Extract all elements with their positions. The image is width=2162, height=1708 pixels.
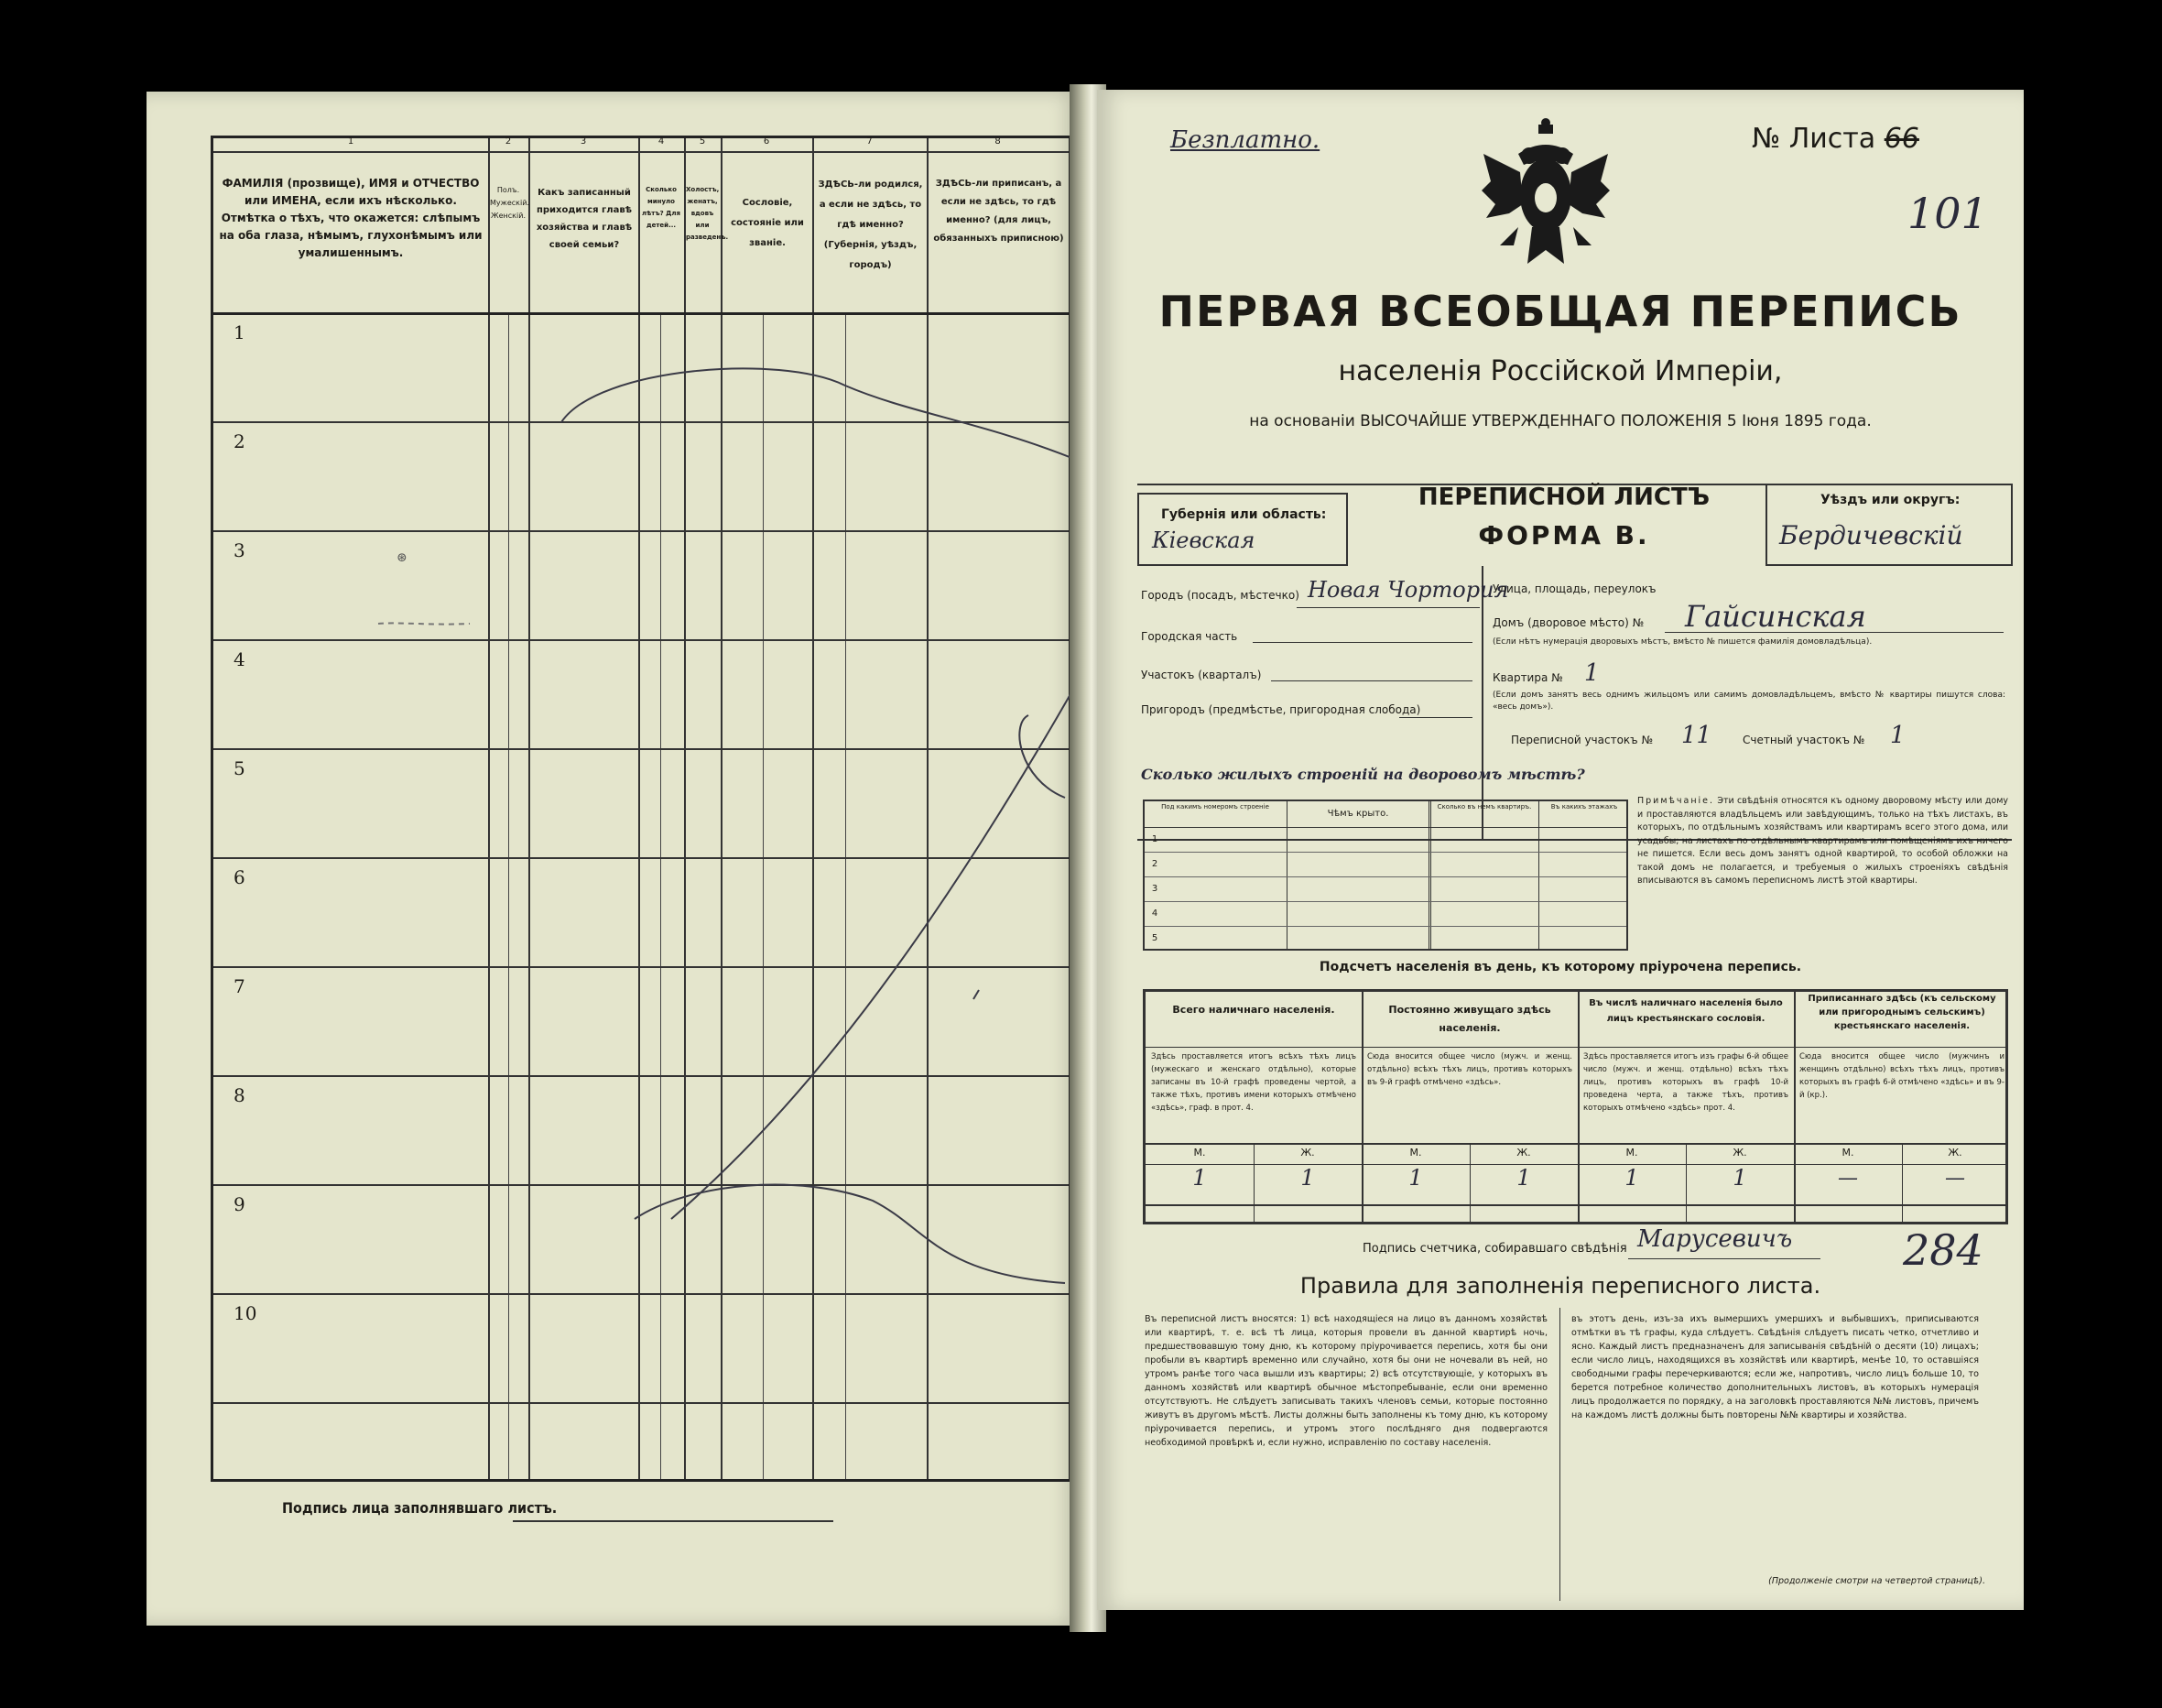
- apartment-label: Квартира №: [1493, 671, 1563, 684]
- document-title: ПЕРВАЯ ВСЕОБЩАЯ ПЕРЕПИСЬ: [1158, 287, 1962, 336]
- street-value: Гайсинская: [1685, 599, 1866, 634]
- gender-label: Ж.: [1733, 1147, 1747, 1159]
- row-number: 2: [234, 430, 245, 452]
- signature-line: [513, 1520, 833, 1522]
- legal-basis: на основаніи ВЫСОЧАЙШЕ УТВЕРЖДЕННАГО ПОЛОЖЕНІЯ 5 Іюня 1895 года.: [1249, 412, 1872, 430]
- count-value: 1: [1624, 1165, 1639, 1191]
- imperial-eagle-emblem: [1482, 117, 1610, 273]
- header-sex: Полъ. Мужескій. Женскій.: [490, 186, 529, 220]
- count-description: Здѣсь проставляется итогъ всѣхъ тѣхъ лицъ (мужескаго и женскаго отдѣльно), которые записаны въ 10-й графѣ проведены чертой, а также тѣхъ, противъ имени которыхъ отмѣчено «здѣсь», граф. в прот. 4.: [1151, 1052, 1356, 1113]
- count-value: 1: [1300, 1165, 1315, 1191]
- crossout-strokes: [213, 138, 1074, 1485]
- gender-label: Ж.: [1948, 1147, 1962, 1159]
- house-label: Домъ (дворовое мѣсто) №: [1493, 616, 1645, 629]
- handwritten-number: 284: [1903, 1225, 1983, 1275]
- count-description: Сюда вносится общее число (мужчинъ и женщинъ отдѣльно) всѣхъ тѣхъ лицъ, противъ которыхъ въ графѣ 6-й отмѣчено «здѣсь» и въ 9-й (кр.).: [1799, 1052, 2004, 1100]
- district-label: Уѣздъ или округъ:: [1820, 493, 1961, 507]
- form-title: ПЕРЕПИСНОЙ ЛИСТЪ: [1418, 484, 1711, 511]
- gender-label: М.: [1409, 1147, 1422, 1159]
- form-subtitle: ФОРМА В.: [1478, 520, 1650, 550]
- count-description: Сюда вносится общее число (мужч. и женщ. отдѣльно) всѣхъ тѣхъ лицъ, противъ которыхъ въ 9-й графѣ отмѣчено «здѣсь».: [1367, 1052, 1572, 1087]
- count-value: 1: [1408, 1165, 1423, 1191]
- row-number: 4: [234, 648, 245, 670]
- population-count-table: [1143, 989, 2008, 1224]
- town-value: Новая Чортория: [1308, 577, 1509, 603]
- right-page: [1097, 90, 2024, 1610]
- row-number: 6: [234, 866, 245, 888]
- rules-footnote: (Продолженіе смотри на четвертой страницѣ).: [1768, 1576, 1985, 1586]
- census-district-value: 11: [1681, 722, 1712, 749]
- row-number: 10: [234, 1302, 257, 1324]
- gender-label: Ж.: [1300, 1147, 1315, 1159]
- free-label: Безплатно.: [1170, 126, 1320, 154]
- count-value: —: [1838, 1167, 1858, 1190]
- count-description: Здѣсь проставляется итогъ изъ графы 6-й общее число (мужч. и женщ. отдѣльно) всѣхъ тѣхъ лицъ, противъ которыхъ въ графѣ 10-й проведена черта, а также тѣхъ, противъ которыхъ отмѣчено «здѣсь» прот. 4.: [1583, 1052, 1788, 1113]
- town-part-label: Городская часть: [1141, 630, 1238, 643]
- rules-title: Правила для заполненія переписного листа.: [1299, 1273, 1821, 1299]
- rules-column-1: Въ переписной листъ вносятся: 1) всѣ находящіеся на лицо въ данномъ хозяйствѣ или квартирѣ, т. е. всѣ тѣ лица, которыя провели въ данной квартирѣ ночь, предшествовавшую тому дню, къ которому пріурочивается перепись, хотя бы они пробыли въ квартирѣ временно или случайно, хотя бы они не ночевали въ ней, но утромъ ранѣе того часа вышли изъ квартиры; 2) всѣ отсутствующіе, у которыхъ въ данномъ хозяйствѣ или квартирѣ обычное мѣстопребываніе, если они временно отсутствуютъ. Не слѣдуетъ записывать такихъ членовъ семьи, которые постоянно живутъ въ другомъ мѣстѣ. Листы должны быть заполнены къ тому дню, къ которому пріурочивается перепись, и утромъ этого послѣдняго дня подвергаются необходимой провѣркѣ и, если нужно, исправленію по составу населенія.: [1145, 1314, 1548, 1448]
- census-district-label: Переписной участокъ №: [1511, 734, 1653, 746]
- column-number: 5: [699, 136, 706, 147]
- gender-label: М.: [1842, 1147, 1854, 1159]
- counter-signature-label: Подпись счетчика, собиравшаго свѣдѣнія: [1363, 1242, 1627, 1256]
- header-relation: Какъ записанный приходится главѣ хозяйства и главѣ своей семьи?: [536, 188, 633, 250]
- suburb-label: Пригородъ (предмѣстье, пригородная слобода): [1141, 703, 1421, 716]
- header-name: ФАМИЛІЯ (прозвище), ИМЯ и ОТЧЕСТВО или ИМЕНА, если ихъ нѣсколько. Отмѣтка о тѣхъ, что окажется: слѣпымъ на оба глаза, нѣмымъ, глухонѣмымъ или умалишеннымъ.: [219, 177, 483, 259]
- count-header: Въ числѣ наличнаго населенія было лицъ крестьянскаго сословія.: [1589, 998, 1783, 1024]
- header-registration: ЗДѢСЬ-ли приписанъ, а если не здѣсь, то гдѣ именно? (для лицъ, обязанныхъ приписною): [933, 179, 1064, 244]
- column-number: 6: [763, 136, 770, 147]
- sheet-number-struck: 66: [1884, 123, 1919, 155]
- apartment-value: 1: [1584, 659, 1600, 687]
- house-note: (Если нѣтъ нумерація дворовыхъ мѣстъ, вмѣсто № пишется фамилія домовладѣльца).: [1493, 637, 1873, 647]
- district-value: Бердичевскій: [1779, 520, 1963, 550]
- sheet-number-label: № Листа 66: [1752, 123, 1919, 155]
- row-number: 8: [234, 1084, 245, 1106]
- buildings-question: Сколько жилыхъ строеній на дворовомъ мѣстѣ?: [1141, 766, 1585, 783]
- header-estate: Сословіе, состояніе или званіе.: [731, 198, 804, 248]
- buildings-header: Чѣмъ крыто.: [1327, 809, 1389, 819]
- counting-district-value: 1: [1890, 722, 1906, 749]
- count-value: 1: [1733, 1165, 1747, 1191]
- quarter-label: Участокъ (кварталъ): [1141, 669, 1262, 681]
- street-label: Улица, площадь, переулокъ: [1493, 582, 1657, 595]
- sheet-number-handwritten: 101: [1907, 189, 1988, 238]
- buildings-note: Примѣчаніе. Эти свѣдѣнія относятся къ одному дворовому мѣсту или дому и проставляются владѣльцемъ или завѣдующимъ, только на тѣхъ листахъ, въ которыхъ, по отдѣльнымъ хозяйствамъ или квартирамъ всего этого дома, или усадьбы; на листахъ по отдѣльнымъ квартирамъ или помѣщеніямъ ихъ ничего не пишется. Если весь домъ занятъ одной квартирой, то особой обложки на такой домъ не полагается, и требуемыя о жилыхъ строеніяхъ свѣдѣнія вписываются въ самомъ переписномъ листѣ этой квартиры.: [1637, 796, 2008, 886]
- column-number: 8: [994, 136, 1001, 147]
- gender-label: М.: [1193, 1147, 1206, 1159]
- row-number: 7: [234, 975, 245, 997]
- gender-label: Ж.: [1516, 1147, 1531, 1159]
- buildings-header: Въ какихъ этажахъ: [1550, 803, 1618, 810]
- counting-district-label: Счетный участокъ №: [1743, 734, 1865, 746]
- header-age: Сколько минуло лѣтъ? Для детей...: [642, 186, 680, 229]
- gender-label: М.: [1625, 1147, 1638, 1159]
- row-number: 3: [234, 539, 245, 561]
- row-number: 5: [234, 757, 245, 779]
- column-number: 4: [657, 136, 665, 147]
- province-value: Кіевская: [1152, 528, 1255, 553]
- buildings-row-number: 4: [1151, 908, 1158, 919]
- buildings-row-number: 1: [1151, 834, 1158, 844]
- count-value: 1: [1192, 1165, 1207, 1191]
- province-label: Губернія или область:: [1161, 507, 1327, 522]
- apartment-note: (Если домъ занятъ весь однимъ жильцомъ или самимъ домовладѣльцемъ, вмѣсто № квартиры пишутся слова: «весь домъ»).: [1493, 691, 2005, 712]
- town-label: Городъ (посадъ, мѣстечко): [1141, 589, 1299, 602]
- rules-column-2: въ этотъ день, изъ-за ихъ вымершихъ умершихъ и выбывшихъ, приписываются отмѣтки въ тѣ графы, куда слѣдуетъ. Свѣдѣнія слѣдуетъ писать четко, отчетливо и ясно. Каждый листъ предназначенъ для записыванія свѣдѣній о десяти (10) лицахъ; если число лицъ, находящихся въ хозяйствѣ или квартирѣ, менѣе 10, то оставшіяся свободными графы перечеркиваются; если же, напротивъ, число лицъ больше 10, то берется потребное количество дополнительныхъ листовъ, въ которыхъ нумерація лицъ продолжается по порядку, а на заголовкѣ проставляются №№ листовъ, причемъ на каждомъ листѣ должны быть повторены №№ квартиры и хозяйства.: [1571, 1314, 1979, 1420]
- buildings-table: [1143, 800, 1628, 951]
- buildings-row-number: 3: [1151, 884, 1158, 894]
- count-title: Подсчетъ населенія въ день, къ которому пріурочена перепись.: [1319, 960, 1802, 974]
- row-number: 9: [234, 1193, 245, 1215]
- column-number: 2: [505, 136, 512, 147]
- buildings-header: Под какимъ номеромъ строеніе: [1161, 803, 1269, 810]
- svg-text:⊛: ⊛: [397, 550, 407, 565]
- row-number: 1: [234, 321, 245, 343]
- left-page: [147, 92, 1081, 1626]
- counter-signature-value: Марусевичъ: [1637, 1225, 1793, 1253]
- column-number: 3: [580, 136, 587, 147]
- count-header: Приписаннаго здѣсь (къ сельскому или пригороднымъ сельскимъ) крестьянскаго населенія.: [1808, 994, 1996, 1031]
- column-number: 1: [347, 136, 354, 147]
- buildings-row-number: 5: [1151, 933, 1158, 943]
- header-marital: Холостъ, женатъ, вдовъ или разведенъ.: [686, 186, 729, 241]
- count-value: 1: [1516, 1165, 1531, 1191]
- buildings-header: Сколько въ немъ квартиръ.: [1437, 803, 1532, 810]
- count-value: —: [1945, 1167, 1965, 1190]
- header-birthplace: ЗДѢСЬ-ли родился, а если не здѣсь, то гдѣ именно? (Губернія, уѣздъ, городъ): [818, 180, 923, 270]
- signature-label: Подпись лица заполнявшаго листъ.: [282, 1499, 558, 1517]
- document-subtitle: населенія Россійской Имперіи,: [1338, 355, 1783, 387]
- household-members-table: [211, 136, 1071, 1482]
- column-number: 7: [866, 136, 873, 147]
- buildings-row-number: 2: [1151, 859, 1158, 869]
- count-header: Постоянно живущаго здѣсь населенія.: [1388, 1004, 1551, 1034]
- count-header: Всего наличнаго населенія.: [1172, 1004, 1335, 1016]
